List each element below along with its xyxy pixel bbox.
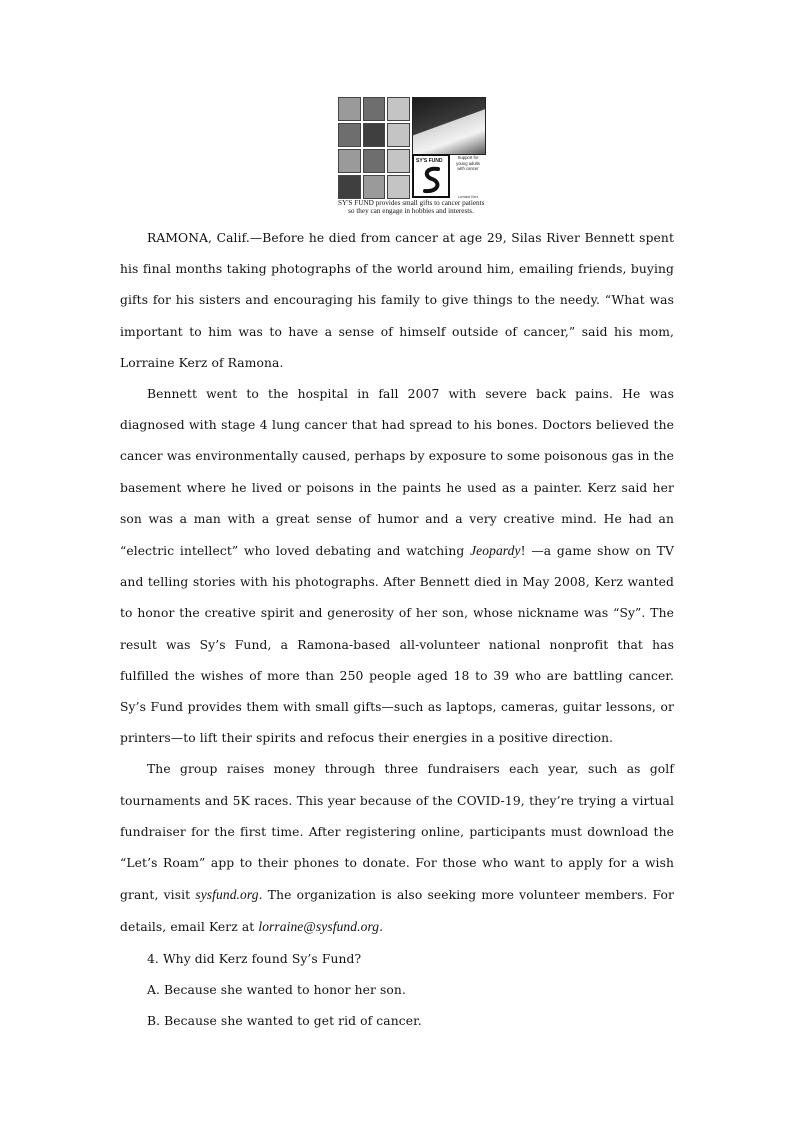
article-photo-collage — [338, 97, 484, 217]
photo-tile — [387, 123, 410, 147]
paragraph-2-text: Bennett went to the hospital in fall 2007 with severe back pains. He was diagnosed with stage 4 lung cancer that had spread to his bones. Doctors believed the cancer was environmentally caused, perhaps by exposure to some poisonous gas in the basement where he lived or poisons in the paints he used as a painter. Kerz said her son was a man with a great sense of humor and a very creative mind. He had an “electric intellect” who loved debating and watching — [120, 387, 674, 559]
caption-line: SY'S FUND provides small gifts to cancer patients — [338, 199, 485, 207]
question-stem: 4. Why did Kerz found Sy’s Fund? — [147, 951, 362, 966]
photo-tile — [363, 175, 386, 199]
paragraph-3-text: The group raises money through three fundraisers each year, such as golf tournaments and 5K races. This year because of the COVID-19, they’re trying a virtual fundraiser for the first time. After registering online, participants must download the “Let’s Roam” app to their phones to donate. For those who want to apply for a wish grant, visit — [120, 762, 674, 903]
option-a: A. Because she wanted to honor her son. — [147, 982, 406, 997]
paragraph-3-text: . — [379, 920, 384, 935]
option-b: B. Because she wanted to get rid of cancer. — [147, 1014, 422, 1029]
figure-caption — [338, 200, 484, 215]
show-title: Jeopardy — [470, 543, 521, 559]
photo-grid — [338, 97, 410, 199]
paragraph-2-text: ! —a game show on TV and telling stories with his photographs. After Bennett died in May 2008, Kerz wanted to honor the creative spirit and generosity of her son, whose nickname was “Sy”. The result was Sy’s Fund, a Ramona-based all-volunteer national nonprofit that has fulfilled the wishes of more than 250 people aged 18 to 39 who are battling cancer. Sy’s Fund provides them with small gifts—such as laptops, cameras, guitar lessons, or printers—to lift their spirits and refocus their energies in a positive direction. — [120, 544, 674, 746]
photo-tile — [387, 149, 410, 173]
paragraph-3-text: . The organization is also seeking more volunteer members. For details, email Kerz at — [120, 888, 674, 935]
photo-tile — [387, 97, 410, 121]
caption-line: so they can engage in hobbies and interests. — [348, 206, 474, 215]
photo-tile — [363, 123, 386, 147]
photo-tile — [338, 97, 361, 121]
photo-tile — [387, 175, 410, 199]
photo-tile — [363, 97, 386, 121]
paragraph-1: RAMONA, Calif.—Before he died from cancer at age 29, Silas River Bennett spent his final months taking photographs of the world around him, emailing friends, buying gifts for his sisters and encouraging his family to give things to the needy. “What was important to him was to have a sense of himself outside of cancer,” said his mom, Lorraine Kerz of Ramona. — [120, 231, 674, 370]
portrait-photo — [412, 97, 486, 155]
website-link: sysfund.org — [195, 887, 259, 903]
swirl-logo-icon — [421, 166, 443, 194]
paragraph-3 — [120, 754, 674, 943]
sys-fund-logo — [412, 154, 450, 198]
photo-credit: Lorraine Kerz — [457, 195, 479, 199]
support-tagline: Support for young adults with cancer — [456, 155, 480, 172]
paragraph-2 — [120, 379, 674, 754]
logo-title: SY'S FUND — [416, 158, 443, 164]
photo-tile — [338, 123, 361, 147]
photo-tile — [338, 149, 361, 173]
article-body — [120, 223, 674, 1037]
email-address: lorraine@sysfund.org — [258, 919, 380, 935]
photo-tile — [363, 149, 386, 173]
photo-tile — [338, 175, 361, 199]
